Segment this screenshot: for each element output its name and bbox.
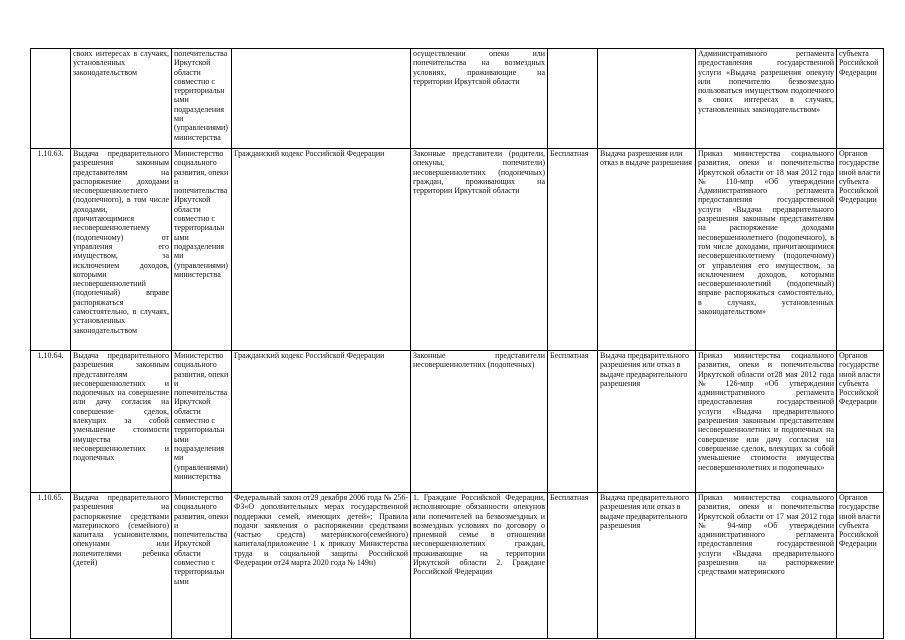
service-result bbox=[598, 49, 696, 149]
row-number: 1.10.65. bbox=[31, 493, 71, 639]
services-table bbox=[30, 48, 884, 639]
fee bbox=[548, 49, 598, 149]
row-number: 1.10.64. bbox=[31, 351, 71, 493]
responsible-body: попечительства Иркутской области совместно с территориальными подразделениями (управлениями) министерства bbox=[172, 49, 232, 149]
legal-basis: Гражданский кодекс Российской Федерации bbox=[232, 149, 411, 351]
row-number bbox=[31, 49, 71, 149]
service-name: Выдача предварительного разрешения на распоряжение средствами материнского (семейного) капитала усыновителями, опекунами или попечителями ребенка (детей) bbox=[71, 493, 172, 639]
service-result: Выдача предварительного разрешения или отказ в выдаче предварительного разрешения bbox=[598, 351, 696, 493]
table-row bbox=[31, 351, 884, 493]
applicants: осуществлении опеки или попечительства на возмездных условиях, проживающие на территории Иркутской области bbox=[411, 49, 548, 149]
service-name: своих интересах в случаях, установленных законодательством bbox=[71, 49, 172, 149]
fee: Бесплатная bbox=[548, 149, 598, 351]
table-row bbox=[31, 493, 884, 639]
authority-level: Органов государственной власти субъекта Российской Федерации bbox=[837, 493, 884, 639]
service-result: Выдача предварительного разрешения или отказ в выдаче предварительного разрешения bbox=[598, 493, 696, 639]
regulating-act: Приказ министерства социального развития, опеки и попечительства Иркутской области от 18 мая 2012 года № 110-мпр «Об утверждении Административного регламента предоставления государственной услуги «Выдача предварительного разрешения законным представителям на распоряжение доходами несовершеннолетнего (подопечного), в том числе доходами, причитающимися несовершеннолетнему (подопечному) от управления его имуществом, за исключением доходов, которыми несовершеннолетний (подопечный) вправе распоряжаться самостоятельно, в случаях, установленных законодательством» bbox=[696, 149, 837, 351]
legal-basis bbox=[232, 49, 411, 149]
service-result: Выдача разрешения или отказ в выдаче разрешения bbox=[598, 149, 696, 351]
table-row bbox=[31, 149, 884, 351]
applicants: Законные представители (родители, опекуны, попечители) несовершеннолетних (подопечных) граждан, проживающих на территории Иркутской области bbox=[411, 149, 548, 351]
responsible-body: Министерство социального развития, опеки и попечительства Иркутской области совместно с территориальными подразделениями (управлениями) министерства bbox=[172, 149, 232, 351]
regulating-act: Административного регламента предоставления государственной услуги «Выдача разрешения опекуну или попечителю безвозмездно пользоваться имуществом подопечного в своих интересах в случаях, установленных законодательством» bbox=[696, 49, 837, 149]
applicants: 1. Граждане Российской Федерации, исполняющие обязанности опекунов или попечителей на безвозмездных и возмездных условиях по договору о приемной семье в отношении несовершеннолетних граждан, проживающие на территории Иркутской области 2. Граждане Российской Федерации bbox=[411, 493, 548, 639]
responsible-body: Министерство социального развития, опеки и попечительства Иркутской области совместно с территориальными bbox=[172, 493, 232, 639]
fee: Бесплатная bbox=[548, 351, 598, 493]
authority-level: Органов государственной власти субъекта Российской Федерации bbox=[837, 351, 884, 493]
regulating-act: Приказ министерства социального развития, опеки и попечительства Иркутской области от 17 мая 2012 года № 94-мпр «Об утверждении административного регламента предоставления государственной услуги «Выдача предварительного разрешения на распоряжение средствами материнского bbox=[696, 493, 837, 639]
legal-basis: Гражданский кодекс Российской Федерации bbox=[232, 351, 411, 493]
row-number: 1.10.63. bbox=[31, 149, 71, 351]
service-name: Выдача предварительного разрешения законным представителям несовершеннолетних и подопечных на совершение или дачу согласия на совершение сделок, влекущих за собой уменьшение стоимости имущества несовершеннолетних и подопечных bbox=[71, 351, 172, 493]
table-row bbox=[31, 49, 884, 149]
document-page bbox=[30, 48, 883, 639]
fee: Бесплатная bbox=[548, 493, 598, 639]
authority-level: Органов государственной власти субъекта Российской Федерации bbox=[837, 149, 884, 351]
responsible-body: Министерство социального развития, опеки и попечительства Иркутской области совместно с территориальными подразделениями (управлениями) министерства bbox=[172, 351, 232, 493]
authority-level: субъекта Российской Федерации bbox=[837, 49, 884, 149]
legal-basis: Федеральный закон от29 декабря 2006 года № 256-ФЗ«О дополнительных мерах государственной поддержки семей, имеющих детей»; Правила подачи заявления о распоряжении средствами (частью средств) материнского(семейного) капитала(приложение 1 к приказу Министерства труда и социальной защиты Российской Федерации от24 марта 2020 года № 149н) bbox=[232, 493, 411, 639]
applicants: Законные представители несовершеннолетних (подопечных) bbox=[411, 351, 548, 493]
regulating-act: Приказ министерства социального развития, опеки и попечительства Иркутской области от28 мая 2012 года № 126-мпр «Об утверждении административного регламента предоставления государственной услуги «Выдача предварительного разрешения законным представителям несовершеннолетних и подопечных на совершение или дачу согласия на совершение сделок, влекущих за собой уменьшение стоимости имущества несовершеннолетних и подопечных» bbox=[696, 351, 837, 493]
service-name: Выдача предварительного разрешения законным представителям на распоряжение доходами несовершеннолетнего (подопечного), в том числе доходами, причитающимися несовершеннолетнему (подопечному) от управления его имуществом, за исключением доходов, которыми несовершеннолетний (подопечный) вправе распоряжаться самостоятельно, в случаях, установленных законодательством bbox=[71, 149, 172, 351]
